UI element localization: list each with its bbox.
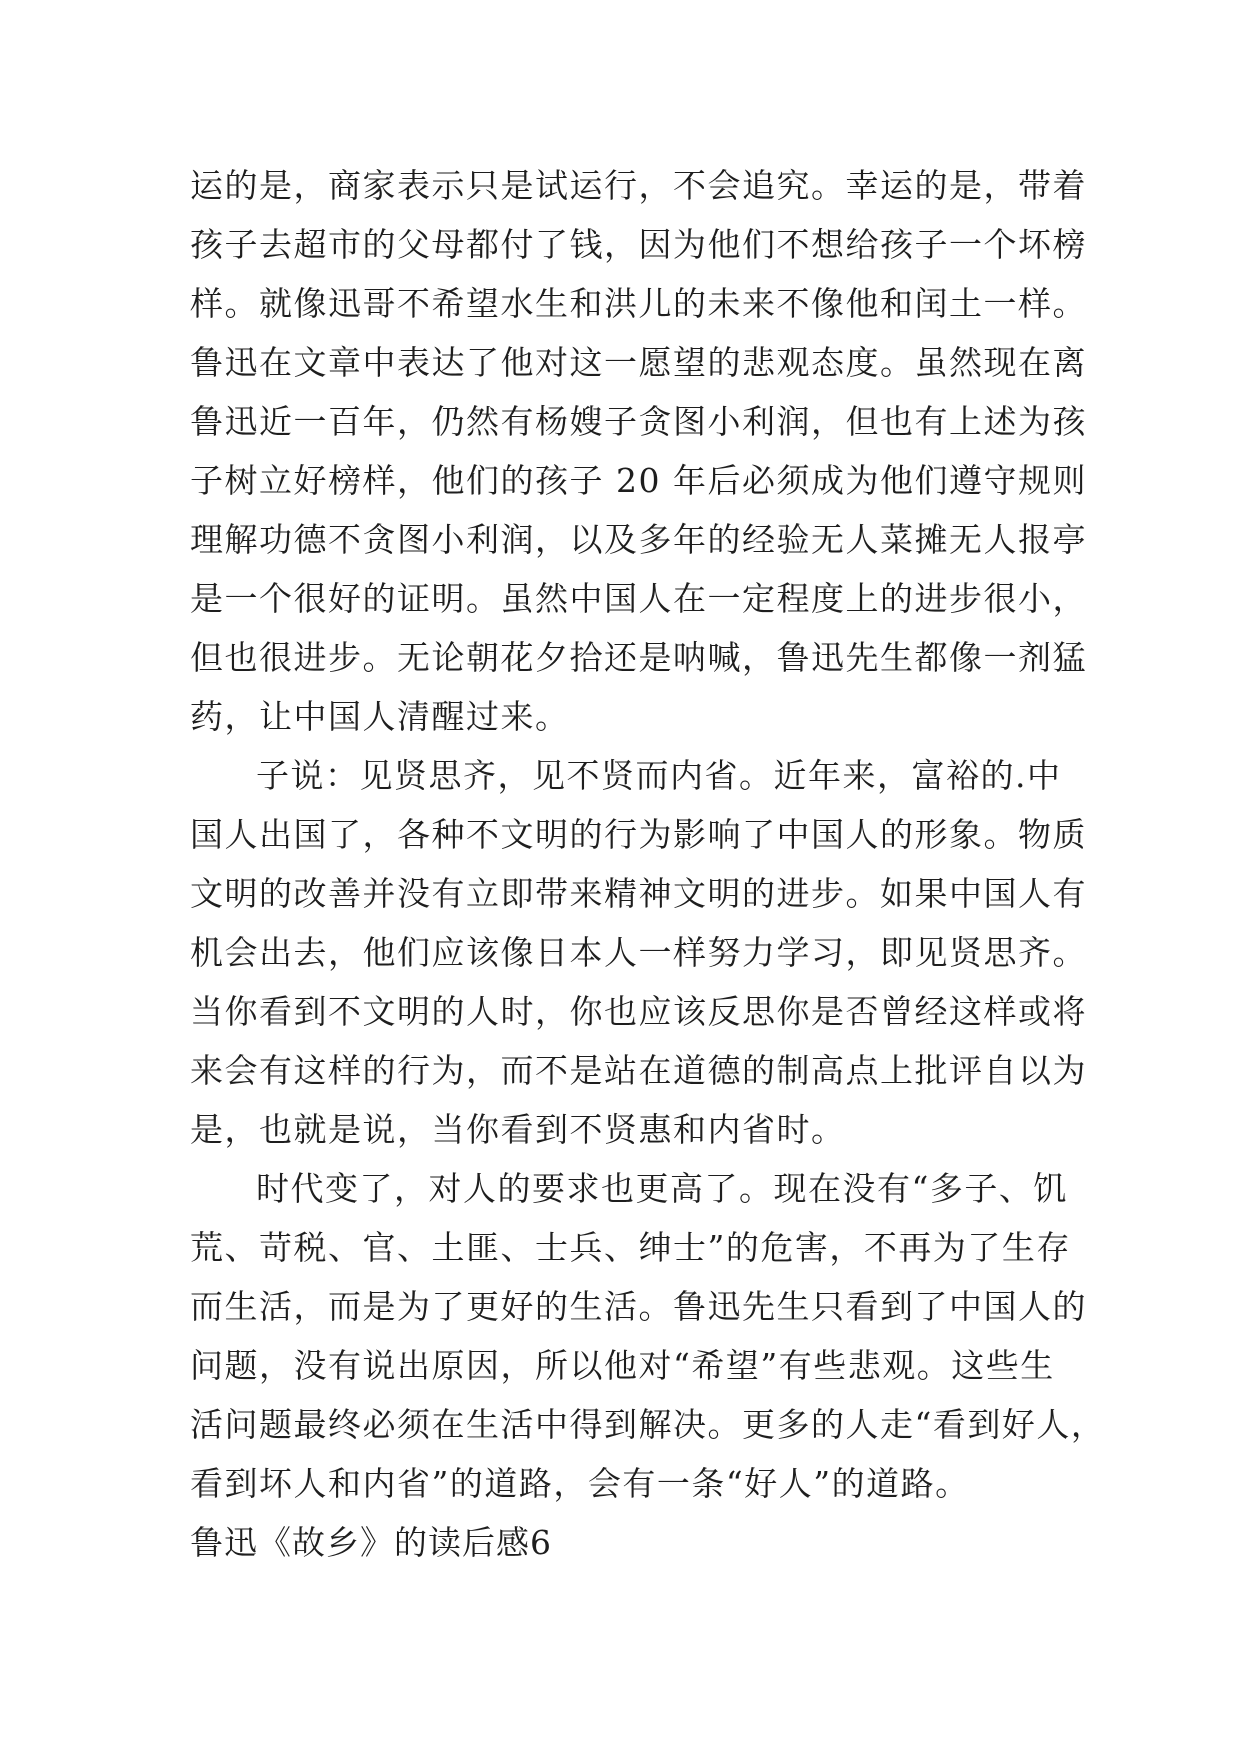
text-line: 鲁迅在文章中表达了他对这一愿望的悲观态度。虽然现在离 [190, 343, 1087, 382]
text-line: 孩子去超市的父母都付了钱，因为他们不想给孩子一个坏榜 [190, 225, 1087, 264]
text-line: 鲁迅近一百年，仍然有杨嫂子贪图小利润，但也有上述为孩 [190, 402, 1087, 441]
text-line: 样。就像迅哥不希望水生和洪儿的未来不像他和闰土一样。 [190, 284, 1087, 323]
text-line: 国人出国了，各种不文明的行为影响了中国人的形象。物质 [190, 815, 1087, 854]
text-line: 机会出去，他们应该像日本人一样努力学习，即见贤思齐。 [190, 933, 1087, 972]
text-line: 时代变了，对人的要求也更高了。现在没有“多子、饥 [256, 1169, 1068, 1208]
text-line: 但也很进步。无论朝花夕拾还是呐喊，鲁迅先生都像一剂猛 [190, 638, 1087, 677]
text-line: 看到坏人和内省”的道路，会有一条“好人”的道路。 [190, 1464, 970, 1503]
document-body [190, 156, 1106, 1572]
text-line: 是，也就是说，当你看到不贤惠和内省时。 [190, 1110, 846, 1149]
text-line: 理解功德不贪图小利润，以及多年的经验无人菜摊无人报亭 [190, 520, 1087, 559]
text-line: 荒、苛税、官、土匪、士兵、绅士”的危害，不再为了生存 [190, 1228, 1071, 1267]
text-line: 问题，没有说出原因，所以他对“希望”有些悲观。这些生 [190, 1346, 1055, 1385]
paragraph-1 [190, 156, 1087, 746]
text-line: 当你看到不文明的人时，你也应该反思你是否曾经这样或将 [190, 992, 1087, 1031]
text-line: 子树立好榜样，他们的孩子 20 年后必须成为他们遵守规则 [190, 461, 1087, 500]
text-line: 而生活，而是为了更好的生活。鲁迅先生只看到了中国人的 [190, 1287, 1087, 1326]
text-line: 运的是，商家表示只是试运行，不会追究。幸运的是，带着 [190, 166, 1087, 205]
text-line: 子说：见贤思齐，见不贤而内省。近年来，富裕的.中 [256, 756, 1062, 795]
text-line: 文明的改善并没有立即带来精神文明的进步。如果中国人有 [190, 874, 1087, 913]
paragraph-3 [190, 1159, 1106, 1513]
text-line: 来会有这样的行为，而不是站在道德的制高点上批评自以为 [190, 1051, 1087, 1090]
text-line: 药，让中国人清醒过来。 [190, 697, 570, 736]
text-line: 活问题最终必须在生活中得到解决。更多的人走“看到好人， [190, 1405, 1106, 1444]
paragraph-2 [190, 746, 1087, 1159]
section-heading: 鲁迅《故乡》的读后感6 [190, 1523, 552, 1562]
text-line: 是一个很好的证明。虽然中国人在一定程度上的进步很小， [190, 579, 1087, 618]
